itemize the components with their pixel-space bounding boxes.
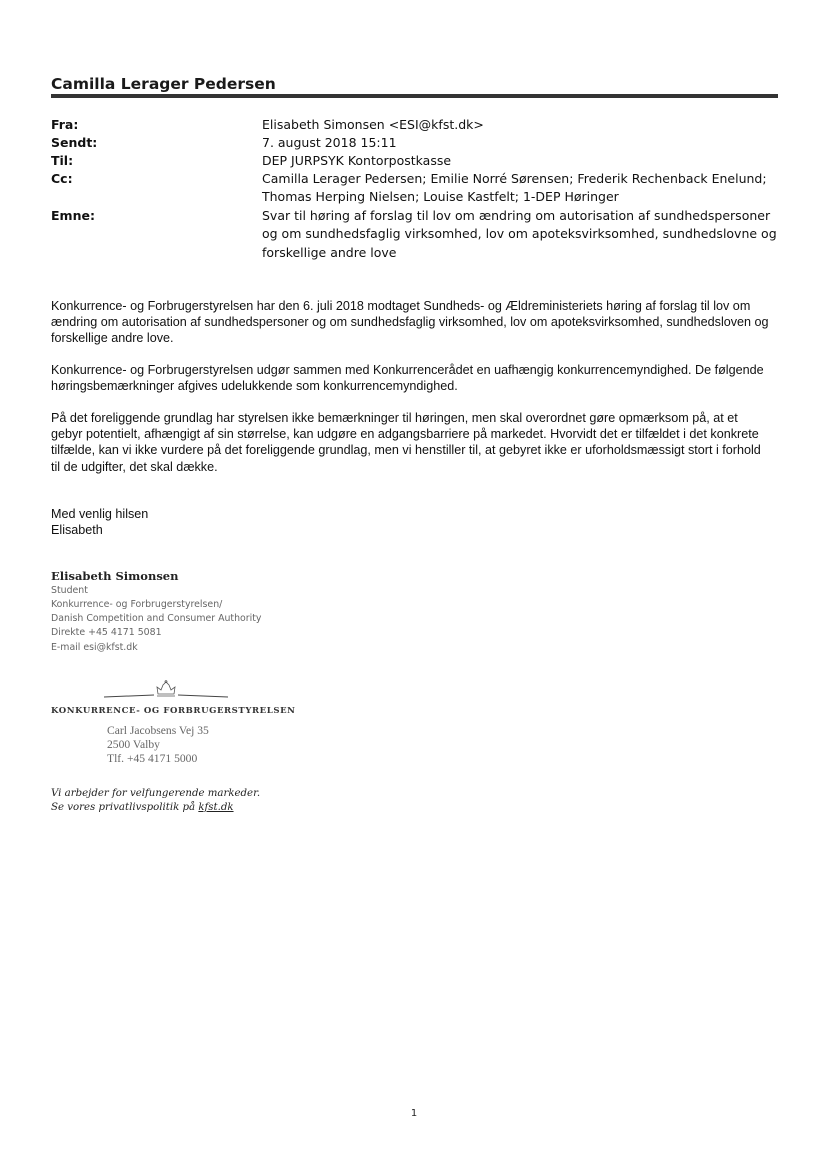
signature-role: Student	[51, 585, 88, 596]
organization-name: KONKURRENCE- OG FORBRUGERSTYRELSEN	[51, 706, 296, 716]
closing-greeting: Med venlig hilsen	[51, 507, 149, 521]
cc-label: Cc:	[51, 171, 73, 186]
crown-logo-icon	[104, 680, 228, 700]
cc-value: Camilla Lerager Pedersen; Emilie Norré Sørensen; Frederik Rechenback Enelund; Thomas Herping Nielsen; Louise Kastfelt; 1-DEP Høringer	[262, 171, 767, 205]
signature-email[interactable]: E-mail esi@kfst.dk	[51, 642, 138, 653]
page-number: 1	[410, 1108, 418, 1119]
body-paragraph-2: Konkurrence- og Forbrugerstyrelsen udgør sammen med Konkurrencerådet en uafhængig konkurrencemyndighed. De følgende høringsbemærkninger afgives udelukkende som konkurrencemyndighed.	[51, 363, 764, 394]
signature-org-en: Danish Competition and Consumer Authority	[51, 613, 262, 624]
from-value: Elisabeth Simonsen <ESI@kfst.dk>	[262, 117, 484, 132]
privacy-prefix: Se vores privatlivspolitik på	[51, 802, 199, 813]
address-city: 2500 Valby	[107, 738, 160, 751]
address-street: Carl Jacobsens Vej 35	[107, 724, 209, 737]
to-value: DEP JURPSYK Kontorpostkasse	[262, 153, 452, 168]
title-divider	[51, 94, 778, 98]
privacy-link[interactable]: kfst.dk	[198, 802, 234, 813]
subject-value: Svar til høring af forslag til lov om ændring om autorisation af sundhedspersoner og om sundhedsfaglig virksomhed, lov om apoteksvirksomhed, sundhedslovne og forskellige andre love	[262, 208, 777, 260]
sent-label: Sendt:	[51, 135, 98, 150]
sent-value: 7. august 2018 15:11	[262, 135, 397, 150]
subject-label: Emne:	[51, 208, 95, 223]
to-label: Til:	[51, 153, 74, 168]
tagline: Vi arbejder for velfungerende markeder.	[51, 788, 261, 799]
body-paragraph-3: På det foreliggende grundlag har styrelsen ikke bemærkninger til høringen, men skal overordnet gøre opmærksom på, at et gebyr potentielt, afhængigt af sin størrelse, kan udgøre en adgangsbarriere på markedet. Hvorvidt det er tilfældet i det konkrete tilfælde, kan vi ikke vurdere på det foreliggende grundlag, men vi henstiller til, at gebyret ikke er uforholdsmæssigt stort i forhold til de udgifter, det skal dække.	[51, 411, 761, 474]
signature-name: Elisabeth Simonsen	[51, 569, 179, 583]
organization-phone: Tlf. +45 4171 5000	[107, 752, 198, 765]
closing-name: Elisabeth	[51, 523, 103, 537]
from-label: Fra:	[51, 117, 79, 132]
signature-phone: Direkte +45 4171 5081	[51, 627, 162, 638]
page-title: Camilla Lerager Pedersen	[51, 75, 276, 93]
signature-org-da: Konkurrence- og Forbrugerstyrelsen/	[51, 599, 223, 610]
privacy-line	[51, 801, 234, 815]
body-paragraph-1: Konkurrence- og Forbrugerstyrelsen har den 6. juli 2018 modtaget Sundheds- og Ældreministeriets høring af forslag til lov om ændring om autorisation af sundhedspersoner og om sundhedsfaglig virksomhed, lov om apoteksvirksomhed, sundhedsloven og forskellige andre love.	[51, 299, 769, 346]
